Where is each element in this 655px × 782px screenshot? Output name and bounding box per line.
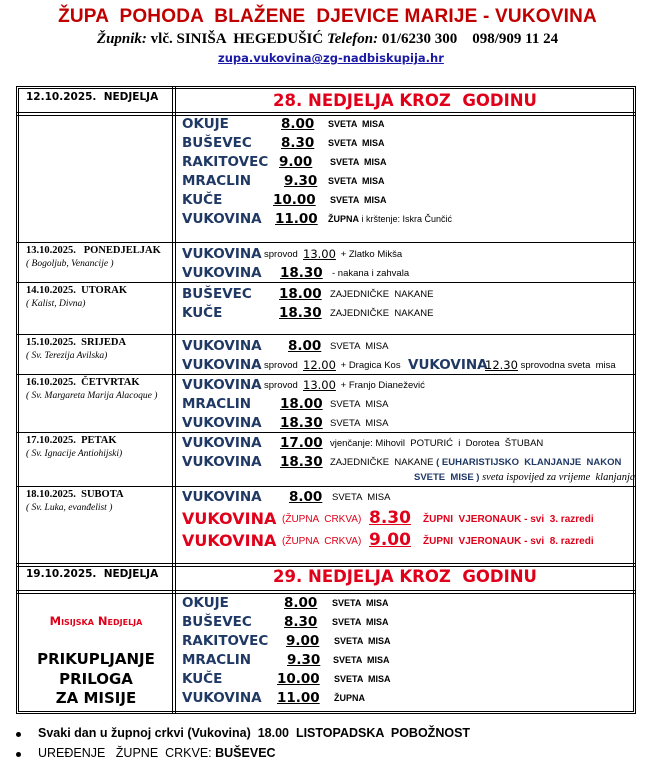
row-divider — [16, 282, 636, 283]
mass-description: SVETA MISA — [330, 418, 389, 429]
place-name: MRACLIN — [182, 652, 252, 668]
place-name: MRACLIN — [182, 173, 252, 189]
mass-time: 8.30 — [284, 614, 318, 630]
phone-label: Telefon: — [326, 31, 379, 47]
sunday-title: 28. NEDJELJA KROZ GODINU — [273, 91, 537, 110]
note-text: UREĐENJE ŽUPNE CRKVE: — [38, 746, 216, 760]
mass-description: SVETA MISA — [330, 399, 389, 410]
mass-row — [182, 173, 385, 191]
mass-description: SVETA MISA — [330, 341, 389, 352]
place-name: RAKITOVEC — [182, 633, 269, 649]
bullet-icon — [16, 732, 21, 737]
mass-description: SVETA MISA — [328, 176, 385, 186]
mass-time: 8.00 — [284, 595, 318, 611]
mass-description: SVETA MISA — [328, 119, 385, 129]
funeral-label: sprovod — [264, 249, 301, 260]
mass-description: SVETA MISA — [332, 617, 389, 627]
pastor-contact-line — [0, 31, 655, 48]
place-name: VUKOVINA — [182, 246, 262, 262]
mass-row — [182, 338, 389, 356]
mass-row — [182, 614, 389, 632]
mass-time: 12.30 — [485, 358, 518, 372]
date-label: 17.10.2025. PETAK — [26, 435, 117, 446]
mass-time: 12.00 — [303, 358, 336, 372]
saint-name: ( Sv. Ignacije Antiohijski) — [26, 449, 123, 459]
note-item — [14, 726, 470, 746]
church-note: (ŽUPNA CRKVA) — [282, 514, 362, 525]
place-name: BUŠEVEC — [182, 286, 252, 302]
place-name: VUKOVINA — [182, 338, 262, 354]
mass-description: sprovodna sveta misa — [518, 360, 616, 371]
place-name: VUKOVINA — [182, 489, 262, 505]
mass-row — [182, 435, 544, 453]
place-name: RAKITOVEC — [182, 154, 269, 170]
mass-time: 10.00 — [277, 671, 320, 687]
pastor-label: Župnik: — [96, 31, 147, 47]
mass-description: SVETA MISA — [330, 157, 387, 167]
mass-row — [182, 454, 636, 488]
mass-description: + Franjo Dianežević — [338, 380, 425, 391]
date-label: 18.10.2025. SUBOTA — [26, 489, 124, 500]
note-text: Svaki dan u župnoj crkvi (Vukovina) 18.00 LISTOPADSKA POBOŽNOST — [38, 726, 471, 740]
row-divider — [16, 334, 636, 335]
mass-row — [182, 305, 434, 323]
column-divider — [172, 86, 176, 714]
mass-description: SVETA MISA — [333, 655, 390, 665]
mass-row — [182, 211, 453, 229]
mass-row — [182, 690, 365, 708]
date-label: 12.10.2025. NEDJELJA — [26, 91, 159, 103]
mass-description: ZAJEDNIČKE NAKANE — [330, 308, 434, 319]
saint-name: ( Sv. Margareta Marija Alacoque ) — [26, 391, 158, 401]
notes-list — [14, 726, 470, 766]
mission-collection — [20, 650, 172, 709]
catechism-row — [182, 531, 632, 553]
confession-note: sveta ispovijed za vrijeme klanjanja — [479, 472, 636, 483]
sunday-title: 29. NEDJELJA KROZ GODINU — [273, 567, 537, 586]
mass-time: 9.00 — [286, 633, 320, 649]
catechism-time: 8.30 — [369, 508, 411, 528]
mass-row — [182, 246, 403, 264]
mass-time: 8.00 — [281, 116, 315, 132]
mass-row — [182, 116, 385, 134]
mass-row — [182, 595, 389, 613]
date-label: 19.10.2025. NEDJELJA — [26, 568, 159, 580]
mass-description: SVETA MISA — [332, 598, 389, 608]
mission-sunday-title: Misijska Nedjelja — [49, 614, 143, 628]
place-name: VUKOVINA — [182, 265, 262, 281]
date-label: 14.10.2025. UTORAK — [26, 285, 128, 296]
row-divider — [16, 112, 636, 116]
church-note: (ŽUPNA CRKVA) — [282, 536, 362, 547]
catechism-description: ŽUPNI VJERONAUK - svi 8. razredi — [423, 536, 594, 547]
place-name: OKUJE — [182, 595, 229, 611]
mass-time: 18.30 — [280, 415, 323, 431]
mass-time: 11.00 — [277, 690, 320, 706]
mass-description: ZAJEDNIČKE NAKANE — [330, 457, 437, 468]
adoration-note: ( EUHARISTIJSKO KLANJANJE NAKON — [436, 457, 622, 468]
place-name: KUČE — [182, 192, 223, 208]
email-link[interactable]: zupa.vukovina@zg-nadbiskupija.hr — [218, 51, 444, 65]
mass-time: 17.00 — [280, 435, 323, 451]
mass-description: SVETA MISA — [330, 195, 387, 205]
place-name: VUKOVINA — [182, 357, 262, 373]
mass-row — [182, 396, 389, 414]
mass-time: 13.00 — [303, 378, 336, 392]
pastor-name: vlč. SINIŠA HEGEDUŠIĆ — [146, 31, 327, 47]
mass-row — [182, 265, 410, 283]
mass-time: 9.30 — [287, 652, 321, 668]
place-name: VUKOVINA — [182, 415, 262, 431]
mass-row — [182, 652, 390, 670]
place-name: OKUJE — [182, 116, 229, 132]
mass-row — [182, 415, 389, 433]
place-name: BUŠEVEC — [182, 614, 252, 630]
mission-line: ZA MISIJE — [55, 689, 137, 707]
mission-line: PRILOGA — [59, 669, 133, 688]
note-item — [14, 746, 470, 766]
mass-description: SVETA MISA — [334, 674, 391, 684]
mass-row — [182, 135, 385, 153]
row-divider — [16, 432, 636, 433]
catechism-description: ŽUPNI VJERONAUK - svi 3. razredi — [423, 514, 594, 525]
mass-time: 18.00 — [280, 396, 323, 412]
mass-time: 18.30 — [279, 305, 322, 321]
parish-title: ŽUPA POHODA BLAŽENE DJEVICE MARIJE - VUKOVINA — [58, 6, 597, 27]
mass-row — [182, 671, 391, 689]
bullet-icon — [16, 752, 21, 757]
place-name: BUŠEVEC — [182, 135, 252, 151]
phone-numbers: 01/6230 300 098/909 11 24 — [378, 31, 559, 47]
place-name: VUKOVINA — [182, 690, 262, 706]
place-name: VUKOVINA — [182, 509, 277, 528]
date-label: 15.10.2025. SRIJEDA — [26, 337, 127, 348]
mass-description: SVETA MISA — [334, 636, 391, 646]
mass-row — [182, 357, 632, 375]
place-name: VUKOVINA — [408, 357, 488, 373]
mass-description: - nakana i zahvala — [332, 268, 410, 279]
mass-row — [182, 377, 425, 395]
mass-time: 8.30 — [281, 135, 315, 151]
mass-description: SVETA MISA — [328, 138, 385, 148]
mass-description: + Zlatko Mikša — [338, 249, 403, 260]
mass-time: 9.00 — [279, 154, 313, 170]
mass-time: 18.30 — [280, 454, 323, 470]
place-name: MRACLIN — [182, 396, 252, 412]
funeral-label: sprovod — [264, 360, 301, 371]
mass-time: 9.30 — [284, 173, 318, 189]
mass-description: i krštenje: Iskra Čunčić — [359, 214, 453, 224]
funeral-label: sprovod — [264, 380, 301, 391]
saint-name: ( Bogoljub, Venancije ) — [26, 259, 114, 269]
mass-description: ZAJEDNIČKE NAKANE — [330, 289, 434, 300]
place-name: VUKOVINA — [182, 435, 262, 451]
mass-description: ŽUPNA — [334, 693, 365, 703]
mass-time: 13.00 — [303, 247, 336, 261]
mass-row — [182, 154, 387, 172]
mass-row — [182, 192, 387, 210]
adoration-note-cont: SVETE MISE ) — [414, 472, 480, 483]
mass-description: SVETA MISA — [332, 492, 391, 503]
mass-time: 11.00 — [275, 211, 318, 227]
place-name: KUČE — [182, 671, 223, 687]
mass-description: vjenčanje: Mihovil POTURIĆ i Dorotea ŠTUBAN — [330, 438, 544, 449]
mass-time: 10.00 — [273, 192, 316, 208]
mass-time: 18.30 — [280, 265, 323, 281]
mass-row — [182, 633, 391, 651]
mass-row — [182, 286, 434, 304]
mass-description-bold: ŽUPNA — [328, 214, 359, 224]
place-name: VUKOVINA — [182, 531, 277, 550]
place-name: VUKOVINA — [182, 211, 262, 227]
date-label: 13.10.2025. PONEDJELJAK — [26, 245, 161, 256]
mass-row — [182, 489, 391, 507]
row-divider — [16, 590, 636, 594]
saint-name: ( Sv. Luka, evanđelist ) — [26, 503, 113, 513]
saint-name: ( Kalist, Divna) — [26, 299, 86, 309]
note-text-bold: BUŠEVEC — [215, 746, 276, 760]
date-label: 16.10.2025. ČETVRTAK — [26, 377, 140, 388]
mass-time: 8.00 — [288, 338, 322, 354]
place-name: KUČE — [182, 305, 223, 321]
row-divider — [16, 242, 636, 243]
mass-description: + Dragica Kos — [338, 360, 401, 371]
saint-name: ( Sv. Terezija Avilska) — [26, 351, 108, 361]
catechism-time: 9.00 — [369, 530, 411, 550]
mass-time: 8.00 — [289, 489, 323, 505]
catechism-row — [182, 509, 632, 531]
place-name: VUKOVINA — [182, 454, 262, 470]
mission-line: PRIKUPLJANJE — [37, 650, 155, 668]
mass-time: 18.00 — [279, 286, 322, 302]
place-name: VUKOVINA — [182, 377, 262, 393]
